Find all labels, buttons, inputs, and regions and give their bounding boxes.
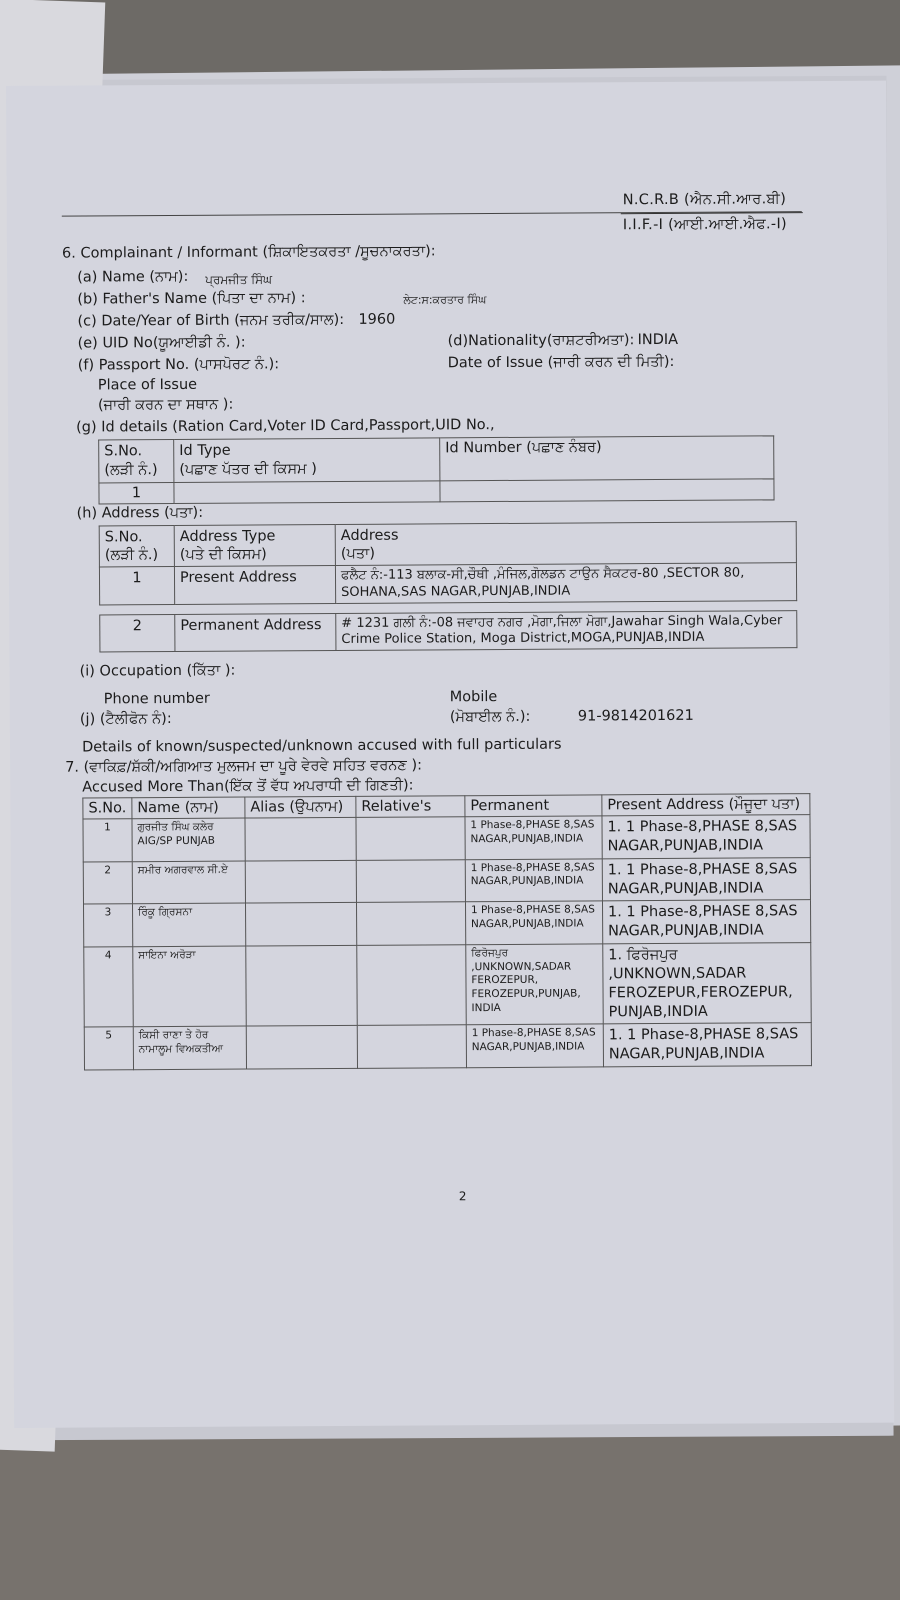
acc-row-relative xyxy=(356,902,465,945)
header-text: Address xyxy=(340,527,399,544)
acc-row-present xyxy=(602,857,810,901)
phone-label-pa: (j) (ਟੈਲੀਫੋਨ ਨੰ): xyxy=(79,710,172,728)
ncrb-label: N.C.R.B (ਐਨ.ਸੀ.ਆਰ.ਬੀ) xyxy=(622,191,787,209)
header-text-pa: (ਲੜੀ ਨੰ.) xyxy=(104,461,158,479)
acc-row-name: ਸਮੀਰ ਅਗਰਵਾਲ ਸੀ.ਏ xyxy=(132,861,245,904)
dob-label: (c) Date/Year of Birth (ਜਨਮ ਤਰੀਕ/ਸਾਲ): xyxy=(77,311,345,330)
header-text: S.No. xyxy=(104,529,143,546)
father-value: ਲੇਟ:ਸ:ਕਰਤਾਰ ਸਿੰਘ xyxy=(403,293,487,307)
header-text: S.No. xyxy=(104,443,143,460)
header-text: Id Number (ਪਛਾਣ ਨੰਬਰ) xyxy=(445,439,602,457)
father-label: (b) Father's Name (ਪਿਤਾ ਦਾ ਨਾਮ) : xyxy=(77,290,306,308)
section7-line2: 7. (ਵਾਕਿਫ਼/ਸ਼ੱਕੀ/ਅਗਿਆਤ ਮੁਲਜਮ ਦਾ ਪੂਰੇ ਵੇਰਵੇ ਸਹਿਤ ਵਰਨਣ ): xyxy=(65,757,423,776)
section7-line3: Accused More Than(ਇੱਕ ਤੋਂ ਵੱਧ ਅਪਰਾਧੀ ਦੀ ਗਿਣਤੀ): xyxy=(82,777,414,796)
address-line: SOHANA,SAS NAGAR,PUNJAB,INDIA xyxy=(341,583,571,600)
table-row xyxy=(99,479,774,504)
phone-label: Phone number xyxy=(103,690,210,708)
acc-header-name: Name (ਨਾਮ) xyxy=(132,797,245,819)
acc-header-permanent: Permanent xyxy=(465,795,602,817)
acc-row-permanent: ਫਿਰੋਜਪੁਰ ,UNKNOWN,SADAR FEROZEPUR, FEROZEPUR,PUNJAB, INDIA xyxy=(466,944,603,1025)
table-row xyxy=(84,1023,811,1070)
uid-label: (e) UID No(ਯੂਆਈਡੀ ਨੰ. ): xyxy=(77,334,246,352)
acc-row-relative xyxy=(356,859,465,902)
addr-header-type xyxy=(174,524,335,566)
acc-row-alias xyxy=(245,860,356,903)
dob-value: 1960 xyxy=(358,311,396,328)
table-row xyxy=(83,815,810,862)
addr-row-address xyxy=(336,610,797,650)
mobile-label-pa: (ਮੋਬਾਈਲ ਨੰ.): xyxy=(449,708,531,726)
address-label: (h) Address (ਪਤਾ): xyxy=(76,504,204,522)
section7-line1: Details of known/suspected/unknown accused with full particulars xyxy=(81,736,562,756)
acc-row-sno: 5 xyxy=(84,1027,133,1070)
nationality-label: (d)Nationality(ਰਾਸ਼ਟਰੀਅਤਾ): xyxy=(447,332,635,350)
header-text: Address Type xyxy=(179,528,276,545)
acc-row-relative xyxy=(356,817,465,860)
passport-label: (f) Passport No. (ਪਾਸਪੋਰਟ ਨੰ.): xyxy=(77,356,280,374)
id-header-sno xyxy=(99,439,174,482)
nationality-value: INDIA xyxy=(637,331,679,349)
acc-row-permanent: 1 Phase-8,PHASE 8,SAS NAGAR,PUNJAB,INDIA xyxy=(465,859,602,903)
addr-header-sno xyxy=(99,525,174,567)
table-row xyxy=(84,900,811,947)
table-row xyxy=(83,857,810,904)
id-details-table xyxy=(98,435,774,504)
acc-row-name: ਸਾਇਨਾ ਅਰੋੜਾ xyxy=(133,946,246,1027)
acc-row-present xyxy=(602,900,810,944)
acc-row-relative xyxy=(357,1025,466,1068)
present-number: 1. xyxy=(607,819,622,836)
present-address: 1 Phase-8,PHASE 8,SAS NAGAR,PUNJAB,INDIA xyxy=(608,1026,799,1063)
table-header-row xyxy=(99,436,774,483)
acc-row-present xyxy=(603,1023,811,1067)
present-address: 1 Phase-8,PHASE 8,SAS NAGAR,PUNJAB,INDIA xyxy=(607,860,798,897)
addr-row-type: Permanent Address xyxy=(175,613,336,651)
id-row-number xyxy=(440,479,774,502)
acc-header-present: Present Address (ਮੌਜੂਦਾ ਪਤਾ) xyxy=(602,794,810,816)
table-row xyxy=(99,563,796,605)
acc-row-permanent: 1 Phase-8,PHASE 8,SAS NAGAR,PUNJAB,INDIA xyxy=(465,816,602,860)
acc-row-permanent: 1 Phase-8,PHASE 8,SAS NAGAR,PUNJAB,INDIA xyxy=(466,1024,603,1068)
address-line: Crime Police Station, Moga District,MOGA,PUNJAB,INDIA xyxy=(341,629,705,647)
acc-row-alias xyxy=(245,817,356,860)
acc-row-sno: 4 xyxy=(84,947,133,1028)
acc-row-sno: 2 xyxy=(83,861,132,904)
addr-row-sno: 1 xyxy=(99,567,174,605)
document-page xyxy=(6,81,894,1428)
present-number: 1. xyxy=(608,947,623,964)
place-of-issue-label: Place of Issue xyxy=(97,376,198,394)
present-address: ਫਿਰੋਜਪੁਰ ,UNKNOWN,SADAR FEROZEPUR,FEROZEPUR, PUNJAB,INDIA xyxy=(608,946,793,1020)
name-value: ਪ੍ਰਮਜੀਤ ਸਿੰਘ xyxy=(205,272,273,287)
iif-rule xyxy=(621,212,803,214)
acc-row-alias xyxy=(246,1026,357,1069)
address-line: ਫਲੈਟ ਨੰ:-113 ਬਲਾਕ-ਸੀ,ਚੌਥੀ ,ਮੰਜਿਲ,ਗੋਲਡਨ ਟਾਉਨ ਸੈਕਟਰ-80 ,SECTOR 80, xyxy=(340,565,745,584)
id-row-type xyxy=(174,481,440,504)
table-row xyxy=(84,943,811,1028)
present-number: 1. xyxy=(607,861,622,879)
present-address: 1 Phase-8,PHASE 8,SAS NAGAR,PUNJAB,INDIA xyxy=(607,818,798,855)
id-header-type xyxy=(174,438,440,482)
acc-row-relative xyxy=(357,945,466,1026)
mobile-value: 91-9814201621 xyxy=(577,707,694,725)
table-row xyxy=(100,610,797,652)
acc-row-alias xyxy=(245,903,356,946)
present-address: 1 Phase-8,PHASE 8,SAS NAGAR,PUNJAB,INDIA xyxy=(608,903,798,940)
address-line: # 1231 ਗਲੀ ਨੰ:-08 ਜਵਾਹਰ ਨਗਰ ,ਮੋਗਾ,ਜਿਲਾ ਮੋਗਾ,Jawahar Singh Wala,Cyber xyxy=(341,613,783,631)
occupation-label: (i) Occupation (ਕਿੱਤਾ ): xyxy=(79,662,236,680)
date-of-issue-label: Date of Issue (ਜਾਰੀ ਕਰਨ ਦੀ ਮਿਤੀ): xyxy=(447,353,675,372)
place-of-issue-pa: (ਜਾਰੀ ਕਰਨ ਦਾ ਸਥਾਨ ): xyxy=(97,396,234,414)
accused-table xyxy=(82,793,812,1071)
header-text-pa: (ਪਤੇ ਦੀ ਕਿਸਮ) xyxy=(179,546,267,564)
acc-header-alias: Alias (ਉਪਨਾਮ) xyxy=(245,796,356,818)
header-text-pa: (ਲੜੀ ਨੰ.) xyxy=(104,547,159,564)
addr-row-type: Present Address xyxy=(174,566,335,604)
addr-row-sno: 2 xyxy=(100,614,175,652)
acc-row-name: ਗੁਰਜੀਤ ਸਿੰਘ ਕਲੇਰ AIG/SP PUNJAB xyxy=(132,818,245,861)
acc-row-name: ਕਿਸੀ ਰਾਣਾ ਤੇ ਹੋਰ ਨਾਮਾਲੂਮ ਵਿਅਕਤੀਆ xyxy=(133,1026,246,1069)
id-row-sno: 1 xyxy=(99,482,174,503)
mobile-label: Mobile xyxy=(449,689,498,706)
table-header-row xyxy=(99,522,796,568)
address-table xyxy=(99,521,798,653)
id-details-label: (g) Id details (Ration Card,Voter ID Card,Passport,UID No., xyxy=(76,417,495,436)
header-text: Id Type xyxy=(179,442,231,459)
present-number: 1. xyxy=(607,904,622,921)
acc-row-present xyxy=(603,943,812,1025)
acc-row-alias xyxy=(246,945,357,1026)
section6-heading: 6. Complainant / Informant (ਸ਼ਿਕਾਇਤਕਰਤਾ /ਸੂਚਨਾਕਰਤਾ): xyxy=(61,243,436,262)
acc-row-name: ਰਿੰਕੂ ਗ੍ਰਿਸਨਾ xyxy=(132,903,245,946)
addr-header-address xyxy=(335,522,796,566)
acc-header-relative: Relative's xyxy=(356,796,465,818)
name-label: (a) Name (ਨਾਮ): xyxy=(77,268,189,286)
page-number: 2 xyxy=(458,1189,467,1204)
acc-header-sno: S.No. xyxy=(83,798,132,819)
present-number: 1. xyxy=(608,1027,623,1044)
acc-row-present xyxy=(602,815,810,859)
acc-row-sno: 1 xyxy=(83,819,132,862)
header-text-pa: (ਪਛਾਣ ਪੱਤਰ ਦੀ ਕਿਸਮ ) xyxy=(179,460,317,478)
addr-row-address xyxy=(335,563,796,603)
iif-label: I.I.F.-I (ਆਈ.ਆਈ.ਐਫ.-I) xyxy=(622,216,788,234)
acc-row-sno: 3 xyxy=(84,904,133,947)
acc-row-permanent: 1 Phase-8,PHASE 8,SAS NAGAR,PUNJAB,INDIA xyxy=(465,901,602,945)
id-header-number xyxy=(440,436,774,481)
header-text-pa: (ਪਤਾ) xyxy=(340,545,376,563)
